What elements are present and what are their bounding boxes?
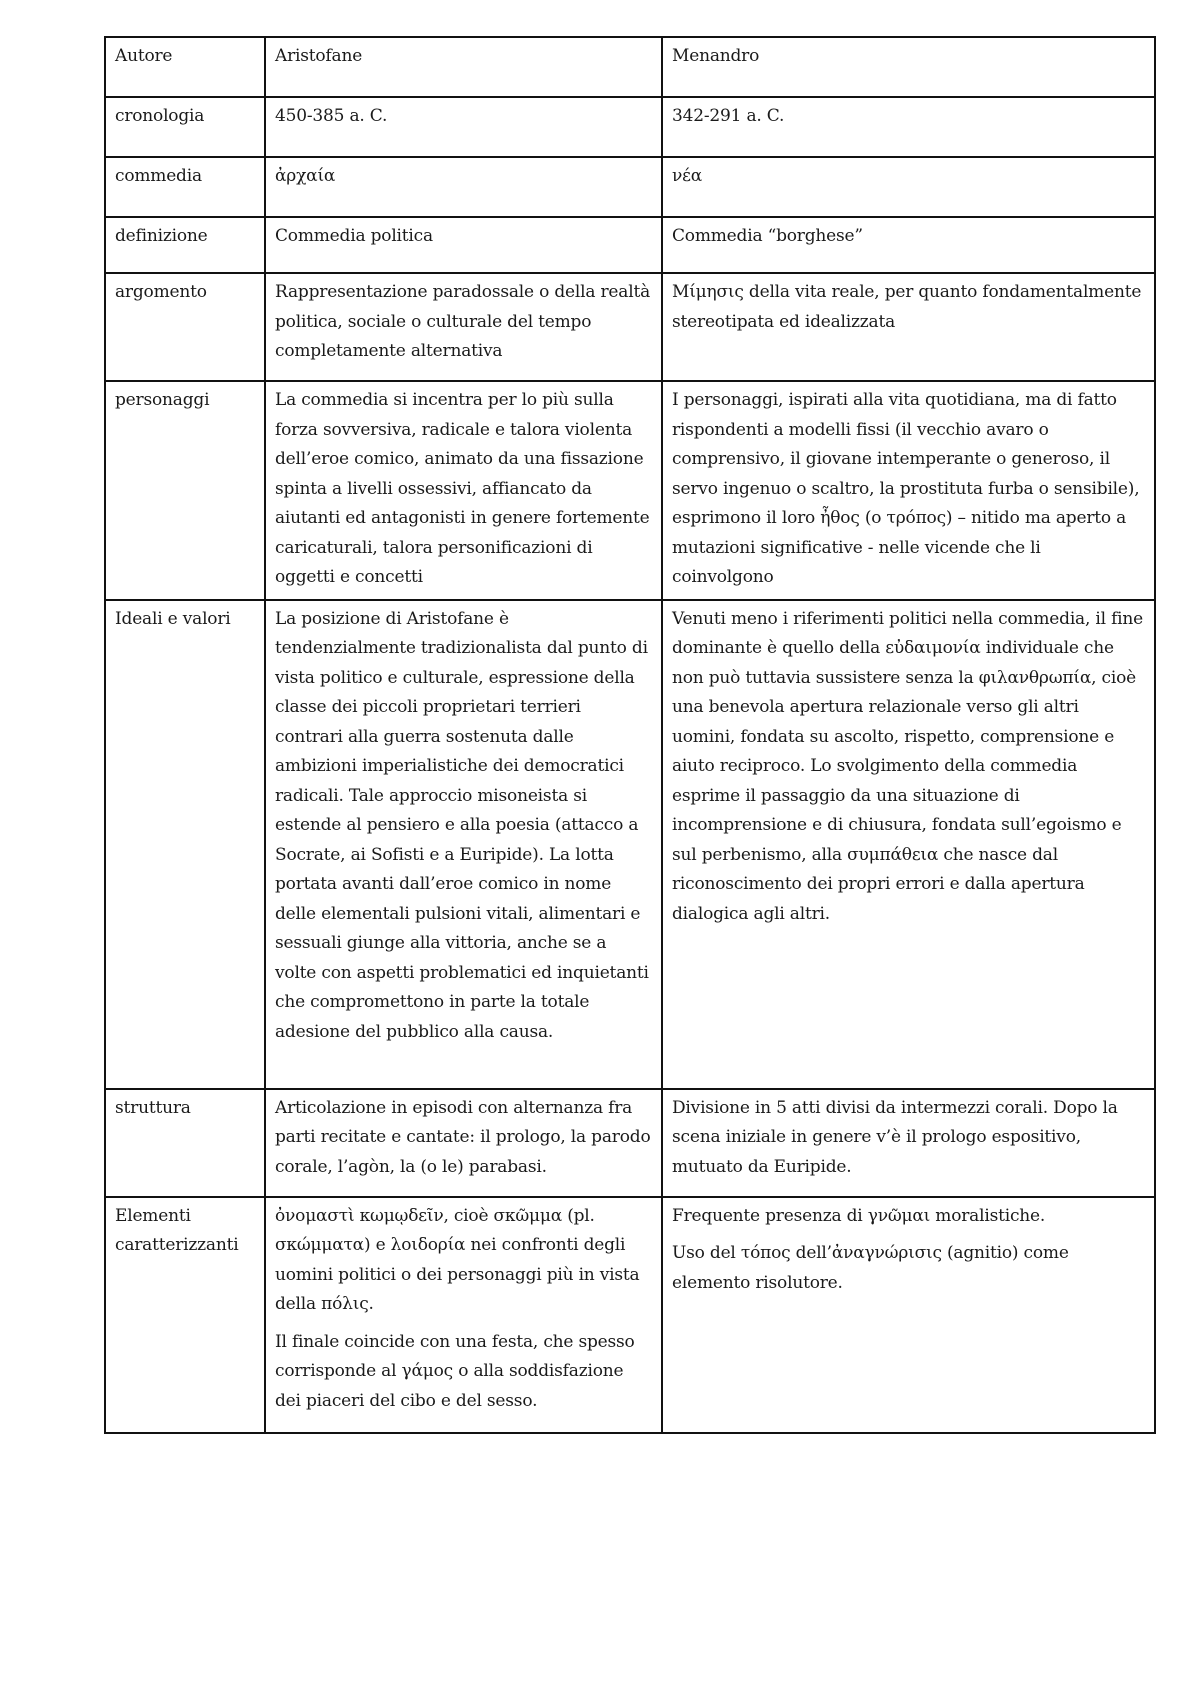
cell-paragraph: νέα (672, 166, 703, 186)
row-label-ideali-valori: Ideali e valori (105, 600, 265, 1089)
cell-menandro (662, 600, 1155, 1089)
cell-paragraph: Articolazione in episodi con alternanza fra parti recitate e cantate: il prologo, la parodo corale, l’agòn, la (o le) parabasi. (275, 1097, 651, 1177)
table-row (105, 157, 1155, 217)
cell-paragraph: 342-291 a. C. (672, 106, 785, 126)
row-label-struttura: struttura (105, 1089, 265, 1197)
cell-menandro (662, 1197, 1155, 1433)
cell-aristofane (265, 217, 662, 273)
cell-aristofane (265, 157, 662, 217)
table-row (105, 381, 1155, 600)
header-aristofane-cell: Aristofane (265, 37, 662, 97)
cell-menandro (662, 157, 1155, 217)
cell-menandro (662, 97, 1155, 157)
cell-paragraph: 450-385 a. C. (275, 106, 388, 126)
cell-paragraph: La commedia si incentra per lo più sulla forza sovversiva, radicale e talora violenta dell’eroe comico, animato da una fissazione spinta a livelli ossessivi, affiancato da aiutanti ed antagonisti in genere fortemente caricaturali, talora personificazioni di oggetti e concetti (275, 390, 650, 587)
cell-paragraph: Commedia “borghese” (672, 226, 863, 246)
cell-paragraph: Divisione in 5 atti divisi da intermezzi corali. Dopo la scena iniziale in genere v’è il prologo espositivo, mutuato da Euripide. (672, 1097, 1118, 1177)
table-row (105, 97, 1155, 157)
table-row (105, 1089, 1155, 1197)
row-label-commedia: commedia (105, 157, 265, 217)
header-label-cell: Autore (105, 37, 265, 97)
cell-paragraph: ὀνομαστὶ κωμῳδεῖν, cioè σκῶμμα (pl. σκώμματα) e λοιδορία nei confronti degli uomini politici o dei personaggi più in vista della πόλις. (275, 1205, 640, 1314)
cell-menandro (662, 273, 1155, 381)
cell-menandro (662, 217, 1155, 273)
cell-menandro (662, 381, 1155, 600)
cell-paragraph: Il finale coincide con una festa, che spesso corrisponde al γάμος o alla soddisfazione dei piaceri del cibo e del sesso. (275, 1331, 635, 1411)
cell-aristofane (265, 381, 662, 600)
cell-aristofane (265, 273, 662, 381)
cell-paragraph: La posizione di Aristofane è tendenzialmente tradizionalista dal punto di vista politico e culturale, espressione della classe dei piccoli proprietari terrieri contrari alla guerra sostenuta dalle ambizioni imperialistiche dei democratici radicali. Tale approccio misoneista si estende al pensiero e alla poesia (attacco a Socrate, ai Sofisti e a Euripide). La lotta portata avanti dall’eroe comico in nome delle elementali pulsioni vitali, alimentari e sessuali giunge alla vittoria, anche se a volte con aspetti problematici ed inquietanti che compromettono in parte la totale adesione del pubblico alla causa. (275, 608, 649, 1042)
cell-aristofane (265, 97, 662, 157)
comparison-table (104, 36, 1156, 1434)
row-label-definizione: definizione (105, 217, 265, 273)
cell-aristofane (265, 600, 662, 1089)
table-row (105, 217, 1155, 273)
cell-paragraph: Rappresentazione paradossale o della realtà politica, sociale o culturale del tempo completamente alternativa (275, 282, 651, 361)
cell-aristofane (265, 1089, 662, 1197)
row-label-argomento: argomento (105, 273, 265, 381)
cell-paragraph: Μίμησις della vita reale, per quanto fondamentalmente stereotipata ed idealizzata (672, 282, 1142, 332)
cell-paragraph: Venuti meno i riferimenti politici nella commedia, il fine dominante è quello della εὐδαιμονία individuale che non può tuttavia sussistere senza la φιλανθρωπία, cioè una benevola apertura relazionale verso gli altri uomini, fondata su ascolto, rispetto, comprensione e aiuto reciproco. Lo svolgimento della commedia esprime il passaggio da una situazione di incomprensione e di chiusura, fondata sull’egoismo e sul perbenismo, alla συμπάθεια che nasce dal riconoscimento dei propri errori e dalla apertura dialogica agli altri. (672, 608, 1144, 924)
document-page (104, 36, 1154, 1434)
cell-aristofane (265, 1197, 662, 1433)
row-label-personaggi: personaggi (105, 381, 265, 600)
cell-paragraph: Frequente presenza di γνῶμαι moralistiche. (672, 1205, 1046, 1226)
cell-paragraph: ἀρχαία (275, 166, 336, 186)
cell-paragraph: Commedia politica (275, 226, 433, 246)
cell-paragraph: I personaggi, ispirati alla vita quotidiana, ma di fatto rispondenti a modelli fissi (il vecchio avaro o comprensivo, il giovane intemperante o generoso, il servo ingenuo o scaltro, la prostituta furba o sensibile), esprimono il loro ἦθος (o τρόπος) – nitido ma aperto a mutazioni significative - nelle vicende che li coinvolgono (672, 390, 1140, 587)
cell-paragraph: Uso del τόπος dell’ἀναγνώρισις (agnitio) come elemento risolutore. (672, 1243, 1069, 1293)
table-row (105, 600, 1155, 1089)
row-label-elementi-caratterizzanti: Elementi caratterizzanti (105, 1197, 265, 1433)
table-header-row (105, 37, 1155, 97)
cell-menandro (662, 1089, 1155, 1197)
table-row (105, 1197, 1155, 1433)
table-row (105, 273, 1155, 381)
row-label-cronologia: cronologia (105, 97, 265, 157)
header-menandro-cell: Menandro (662, 37, 1155, 97)
